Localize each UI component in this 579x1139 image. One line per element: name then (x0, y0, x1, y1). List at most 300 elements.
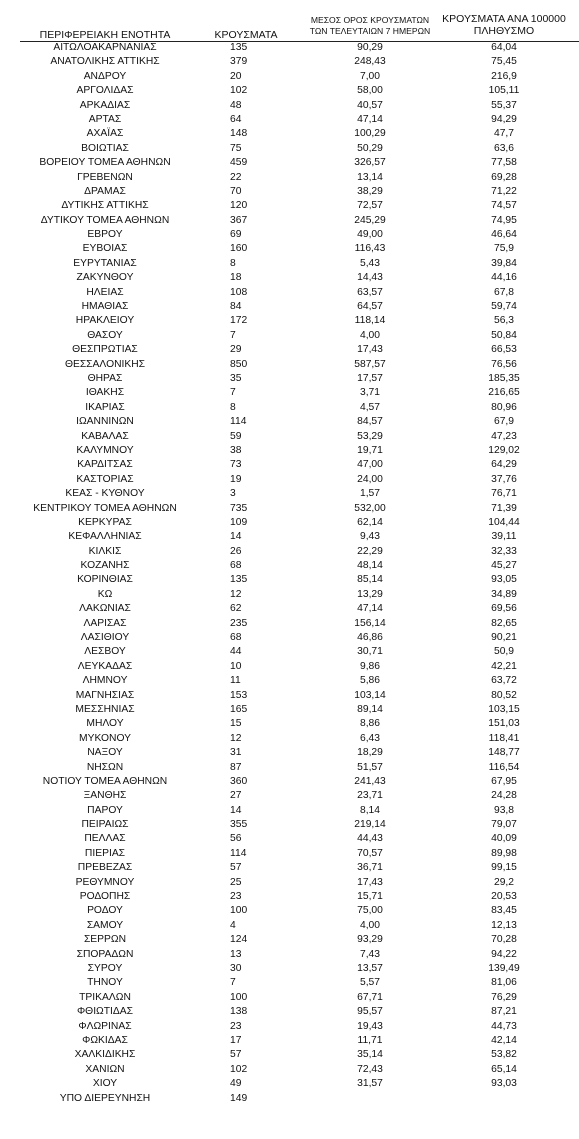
cases-cell: 57 (230, 1049, 242, 1061)
header-region (20, 29, 190, 41)
region-cell: ΜΑΓΝΗΣΙΑΣ (75, 689, 135, 701)
table-row (0, 84, 579, 98)
rate-cell: 24,28 (491, 790, 517, 802)
rate-cell: 37,76 (491, 473, 517, 485)
avg-cell: 63,57 (357, 286, 383, 298)
cases-cell: 102 (230, 85, 248, 97)
rate-cell: 185,35 (488, 372, 520, 384)
table-row (0, 876, 579, 890)
avg-cell: 13,29 (357, 588, 383, 600)
cases-cell: 12 (230, 588, 242, 600)
rate-cell: 87,21 (491, 1006, 517, 1018)
table-row (0, 185, 579, 199)
rate-cell: 94,29 (491, 113, 517, 125)
region-cell: ΠΕΛΛΑΣ (84, 833, 126, 845)
rate-cell: 59,74 (491, 301, 517, 313)
avg-cell: 44,43 (357, 833, 383, 845)
cases-cell: 10 (230, 660, 242, 672)
avg-cell: 118,14 (354, 315, 386, 327)
avg-cell: 31,57 (357, 1078, 383, 1090)
region-cell: ΝΗΣΩΝ (86, 761, 124, 773)
region-cell: ΚΕΝΤΡΙΚΟΥ ΤΟΜΕΑ ΑΘΗΝΩΝ (33, 502, 177, 514)
cases-cell: 100 (230, 991, 248, 1003)
region-cell: ΚΑΣΤΟΡΙΑΣ (76, 473, 134, 485)
table-row (0, 1034, 579, 1048)
rate-cell: 34,89 (491, 588, 517, 600)
avg-cell: 51,57 (357, 761, 383, 773)
rate-cell: 50,84 (491, 329, 517, 341)
rate-cell: 118,41 (488, 732, 520, 744)
cases-cell: 25 (230, 876, 242, 888)
table-row (0, 617, 579, 631)
region-cell: ΣΥΡΟΥ (87, 963, 123, 974)
avg-cell: 11,71 (357, 1034, 383, 1046)
table-row (0, 358, 579, 372)
rate-cell: 104,44 (488, 516, 520, 528)
table-row (0, 660, 579, 674)
cases-cell: 172 (230, 315, 248, 327)
rate-cell: 89,98 (491, 847, 517, 859)
table-row (0, 991, 579, 1005)
table-row (0, 1077, 579, 1091)
avg-cell: 1,57 (359, 488, 381, 500)
header-rate-per-100000 (438, 14, 570, 37)
avg-cell: 46,86 (357, 632, 383, 644)
rate-cell: 69,28 (491, 171, 517, 183)
region-cell: ΛΑΚΩΝΙΑΣ (79, 603, 131, 615)
table-row (0, 1063, 579, 1077)
region-cell: ΜΕΣΣΗΝΙΑΣ (75, 703, 135, 715)
region-cell: ΛΕΣΒΟΥ (84, 646, 126, 658)
region-cell: ΧΑΝΙΩΝ (85, 1063, 125, 1075)
table-row (0, 847, 579, 861)
table-row (0, 861, 579, 875)
avg-cell: 75,00 (357, 905, 383, 917)
cases-cell: 120 (230, 200, 248, 212)
cases-cell: 109 (230, 516, 248, 528)
rate-cell: 75,45 (491, 56, 517, 68)
table-row (0, 70, 579, 84)
rate-cell: 76,29 (491, 991, 517, 1003)
table-row (0, 1048, 579, 1062)
table-row (0, 732, 579, 746)
avg-cell: 7,00 (359, 70, 381, 82)
region-cell: ΙΩΑΝΝΙΝΩΝ (76, 416, 134, 428)
region-cell: ΠΑΡΟΥ (87, 804, 123, 816)
rate-cell: 71,22 (491, 185, 517, 197)
avg-cell: 89,14 (357, 703, 383, 715)
table-row (0, 142, 579, 156)
avg-cell: 3,71 (359, 387, 381, 399)
cases-cell: 49 (230, 1078, 242, 1090)
avg-cell: 17,43 (357, 876, 383, 888)
region-cell: ΑΡΤΑΣ (88, 113, 122, 125)
avg-cell: 40,57 (357, 99, 383, 111)
cases-cell: 7 (230, 387, 236, 399)
avg-cell: 67,71 (357, 991, 383, 1003)
cases-cell: 14 (230, 531, 242, 543)
rate-cell: 148,77 (488, 747, 520, 759)
region-cell: ΦΘΙΩΤΙΔΑΣ (76, 1006, 134, 1018)
table-row (0, 559, 579, 573)
table-row (0, 199, 579, 213)
table-row (0, 257, 579, 271)
region-cell: ΙΚΑΡΙΑΣ (85, 401, 125, 413)
avg-cell: 326,57 (354, 157, 386, 169)
region-cell: ΛΑΣΙΘΙΟΥ (80, 632, 130, 644)
rate-cell: 129,02 (488, 444, 520, 456)
rate-cell: 44,16 (491, 272, 517, 284)
region-cell: ΑΡΚΑΔΙΑΣ (79, 99, 131, 111)
cases-cell: 360 (230, 775, 248, 787)
rate-cell: 75,9 (493, 243, 515, 255)
table-row (0, 372, 579, 386)
cases-cell: 114 (230, 847, 247, 859)
cases-cell: 87 (230, 761, 242, 773)
cases-cell: 153 (230, 689, 248, 701)
rate-cell: 47,23 (491, 430, 517, 442)
avg-cell: 53,29 (357, 430, 383, 442)
avg-cell: 38,29 (357, 185, 383, 197)
avg-cell: 9,86 (359, 660, 381, 672)
avg-cell: 7,43 (359, 948, 381, 960)
region-cell: ΑΝΑΤΟΛΙΚΗΣ ΑΤΤΙΚΗΣ (50, 56, 160, 68)
region-cell: ΙΘΑΚΗΣ (85, 387, 125, 399)
table-row (0, 904, 579, 918)
rate-cell: 69,56 (491, 603, 517, 615)
avg-cell: 5,43 (359, 257, 381, 269)
avg-cell: 22,29 (357, 545, 383, 557)
avg-cell: 9,43 (359, 531, 381, 543)
table-row (0, 588, 579, 602)
avg-cell: 18,29 (357, 747, 383, 759)
avg-cell: 70,57 (357, 847, 383, 859)
rate-cell: 81,06 (491, 977, 517, 989)
cases-cell: 235 (230, 617, 248, 629)
region-cell: ΘΗΡΑΣ (87, 372, 123, 384)
region-cell: ΒΟΡΕΙΟΥ ΤΟΜΕΑ ΑΘΗΝΩΝ (39, 157, 171, 169)
table-row (0, 386, 579, 400)
cases-cell: 11 (230, 675, 241, 687)
cases-cell: 27 (230, 790, 242, 802)
cases-cell: 160 (230, 243, 248, 255)
table-row (0, 127, 579, 141)
header-rate-line1: ΚΡΟΥΣΜΑΤΑ ΑΝΑ 100000 (442, 13, 566, 25)
table-row (0, 156, 579, 170)
cases-cell: 68 (230, 632, 242, 644)
region-cell: ΓΡΕΒΕΝΩΝ (77, 171, 133, 183)
table-row (0, 1092, 579, 1106)
table-row (0, 674, 579, 688)
table-row (0, 171, 579, 185)
table-row (0, 703, 579, 717)
cases-cell: 148 (230, 128, 248, 140)
region-cell: ΑΝΔΡΟΥ (83, 70, 127, 82)
cases-cell: 138 (230, 1006, 248, 1018)
table-row (0, 214, 579, 228)
rate-cell: 74,57 (491, 200, 517, 212)
avg-cell: 93,29 (357, 934, 383, 946)
cases-cell: 26 (230, 545, 242, 557)
region-cell: ΚΕΑΣ - ΚΥΘΝΟΥ (65, 488, 145, 500)
rate-cell: 93,8 (493, 804, 515, 816)
region-cell: ΑΧΑΪΑΣ (86, 128, 124, 140)
region-cell: ΧΑΛΚΙΔΙΚΗΣ (74, 1049, 136, 1061)
avg-cell: 36,71 (357, 862, 383, 874)
region-cell: ΕΥΡΥΤΑΝΙΑΣ (73, 257, 137, 269)
cases-cell: 20 (230, 70, 242, 82)
avg-cell: 6,43 (359, 732, 381, 744)
rate-cell: 55,37 (491, 99, 517, 111)
table-row (0, 717, 579, 731)
header-cases (201, 29, 291, 41)
rate-cell: 99,15 (491, 862, 517, 874)
rate-cell: 66,53 (491, 344, 517, 356)
header-avg-line2: ΤΩΝ ΤΕΛΕΥΤΑΙΩΝ 7 ΗΜΕΡΩΝ (309, 26, 431, 36)
avg-cell: 17,57 (357, 372, 383, 384)
avg-cell: 47,14 (357, 113, 383, 125)
table-row (0, 113, 579, 127)
cases-cell: 18 (230, 272, 242, 284)
region-cell: ΚΙΛΚΙΣ (88, 545, 122, 557)
region-cell: ΧΙΟΥ (92, 1078, 118, 1090)
region-cell: ΞΑΝΘΗΣ (83, 790, 127, 802)
avg-cell: 4,57 (359, 401, 381, 413)
rate-cell: 42,14 (491, 1034, 517, 1046)
table-row (0, 818, 579, 832)
region-cell: ΔΥΤΙΚΗΣ ΑΤΤΙΚΗΣ (61, 200, 149, 212)
cases-cell: 100 (230, 905, 248, 917)
rate-cell: 39,11 (491, 531, 517, 543)
cases-cell: 12 (230, 732, 242, 744)
table-row (0, 271, 579, 285)
cases-cell: 4 (230, 919, 236, 931)
rate-cell: 42,21 (491, 660, 517, 672)
table-row (0, 689, 579, 703)
cases-cell: 367 (230, 214, 248, 226)
rate-cell: 151,03 (488, 718, 520, 730)
avg-cell: 103,14 (354, 689, 386, 701)
rate-cell: 76,56 (491, 358, 517, 370)
rate-cell: 44,73 (491, 1020, 517, 1032)
cases-cell: 108 (230, 286, 248, 298)
rate-cell: 83,45 (491, 905, 517, 917)
avg-cell: 241,43 (354, 775, 386, 787)
cases-cell: 7 (230, 329, 236, 341)
cases-cell: 165 (230, 703, 248, 715)
avg-cell: 13,14 (357, 171, 383, 183)
table-row (0, 314, 579, 328)
avg-cell: 84,57 (357, 416, 383, 428)
cases-cell: 17 (230, 1034, 242, 1046)
avg-cell: 58,00 (357, 85, 383, 97)
avg-cell: 4,00 (359, 329, 381, 341)
table-row (0, 1020, 579, 1034)
region-cell: ΜΗΛΟΥ (86, 718, 124, 730)
avg-cell: 48,14 (357, 560, 383, 572)
cases-cell: 64 (230, 113, 242, 125)
rate-cell: 105,11 (488, 85, 520, 97)
region-cell: ΥΠΟ ΔΙΕΡΕΥΝΗΣΗ (59, 1092, 151, 1104)
region-cell: ΕΒΡΟΥ (87, 229, 123, 241)
region-cell: ΝΟΤΙΟΥ ΤΟΜΕΑ ΑΘΗΝΩΝ (42, 775, 168, 787)
region-cell: ΒΟΙΩΤΙΑΣ (81, 142, 129, 154)
cases-cell: 84 (230, 301, 242, 313)
cases-cell: 59 (230, 430, 242, 442)
cases-cell: 135 (230, 574, 248, 586)
rate-cell: 45,27 (491, 560, 517, 572)
rate-cell: 216,9 (491, 70, 517, 82)
table-row (0, 473, 579, 487)
table-row (0, 645, 579, 659)
avg-cell: 5,57 (359, 977, 381, 989)
rate-cell: 76,71 (491, 488, 517, 500)
rate-cell: 40,09 (491, 833, 517, 845)
avg-cell: 49,00 (357, 229, 383, 241)
region-cell: ΛΑΡΙΣΑΣ (83, 617, 127, 629)
cases-cell: 29 (230, 344, 242, 356)
region-cell: ΚΕΡΚΥΡΑΣ (78, 516, 132, 528)
region-cell: ΑΡΓΟΛΙΔΑΣ (76, 85, 134, 97)
rate-cell: 29,2 (493, 876, 515, 888)
cases-cell: 15 (230, 718, 242, 730)
table-row (0, 242, 579, 256)
region-cell: ΗΜΑΘΙΑΣ (81, 301, 129, 313)
cases-cell: 62 (230, 603, 242, 615)
rate-cell: 63,6 (493, 142, 515, 154)
rate-cell: 94,22 (491, 948, 517, 960)
avg-cell: 219,14 (354, 819, 386, 831)
avg-cell: 19,43 (357, 1020, 383, 1032)
region-cell: ΦΛΩΡΙΝΑΣ (78, 1020, 132, 1032)
rate-cell: 67,9 (493, 416, 515, 428)
table-row (0, 228, 579, 242)
table-body (0, 41, 579, 1106)
rate-cell: 46,64 (491, 229, 517, 241)
cases-cell: 7 (230, 977, 236, 989)
cases-cell: 56 (230, 833, 242, 845)
rate-cell: 63,72 (491, 675, 517, 687)
cases-cell: 48 (230, 99, 242, 111)
rate-cell: 139,49 (488, 963, 520, 974)
region-cell: ΚΕΦΑΛΛΗΝΙΑΣ (68, 531, 142, 543)
rate-cell: 32,33 (491, 545, 517, 557)
avg-cell: 23,71 (357, 790, 383, 802)
table-row (0, 502, 579, 516)
region-cell: ΣΕΡΡΩΝ (83, 934, 127, 946)
cases-cell: 19 (230, 473, 242, 485)
avg-cell: 156,14 (354, 617, 386, 629)
rate-cell: 77,58 (491, 157, 517, 169)
avg-cell: 245,29 (354, 214, 386, 226)
cases-cell: 8 (230, 257, 236, 269)
cases-cell: 124 (230, 934, 248, 946)
region-cell: ΣΑΜΟΥ (86, 919, 124, 931)
table-row (0, 458, 579, 472)
table-row (0, 746, 579, 760)
rate-cell: 93,05 (491, 574, 517, 586)
rate-cell: 103,15 (488, 703, 520, 715)
header-seven-day-average (300, 15, 440, 37)
table-row (0, 55, 579, 69)
cases-cell: 23 (230, 891, 242, 903)
region-cell: ΑΙΤΩΛΟΑΚΑΡΝΑΝΙΑΣ (53, 42, 157, 53)
avg-cell: 100,29 (354, 128, 386, 140)
region-cell: ΔΡΑΜΑΣ (84, 185, 126, 197)
table-row (0, 300, 579, 314)
table-row (0, 530, 579, 544)
rate-cell: 64,04 (491, 42, 517, 53)
cases-cell: 355 (230, 819, 248, 831)
region-cell: ΘΑΣΟΥ (87, 329, 123, 341)
region-cell: ΚΑΡΔΙΤΣΑΣ (77, 459, 133, 471)
region-cell: ΛΕΥΚΑΔΑΣ (77, 660, 133, 672)
rate-cell: 79,07 (491, 819, 517, 831)
cases-cell: 75 (230, 142, 242, 154)
rate-cell: 93,03 (491, 1078, 517, 1090)
avg-cell: 62,14 (357, 516, 383, 528)
avg-cell: 47,00 (357, 459, 383, 471)
region-cell: ΠΙΕΡΙΑΣ (84, 847, 126, 859)
rate-cell: 20,53 (491, 891, 517, 903)
region-cell: ΡΟΔΟΠΗΣ (79, 891, 131, 903)
cases-cell: 8 (230, 401, 236, 413)
region-cell: ΤΡΙΚΑΛΩΝ (79, 991, 131, 1003)
rate-cell: 67,8 (493, 286, 515, 298)
region-cell: ΚΑΒΑΛΑΣ (81, 430, 129, 442)
table-row (0, 545, 579, 559)
rate-cell: 80,52 (491, 689, 517, 701)
avg-cell: 85,14 (357, 574, 383, 586)
region-cell: ΛΗΜΝΟΥ (82, 675, 128, 687)
cases-cell: 14 (230, 804, 242, 816)
cases-cell: 73 (230, 459, 242, 471)
table-row (0, 1005, 579, 1019)
cases-cell: 70 (230, 185, 242, 197)
rate-cell: 82,65 (491, 617, 517, 629)
cases-cell: 735 (230, 502, 248, 514)
header-cases-label: ΚΡΟΥΣΜΑΤΑ (214, 29, 278, 41)
table-row (0, 890, 579, 904)
rate-cell: 216,65 (488, 387, 520, 399)
table-row (0, 401, 579, 415)
rate-cell: 53,82 (491, 1049, 517, 1061)
avg-cell: 116,43 (354, 243, 386, 255)
avg-cell: 532,00 (354, 502, 386, 514)
table-row (0, 761, 579, 775)
table-row (0, 329, 579, 343)
rate-cell: 116,54 (488, 761, 520, 773)
table-row (0, 41, 579, 55)
region-cell: ΚΟΖΑΝΗΣ (80, 560, 130, 572)
region-cell: ΚΑΛΥΜΝΟΥ (76, 444, 134, 456)
region-cell: ΜΥΚΟΝΟΥ (79, 732, 131, 744)
table-row (0, 775, 579, 789)
cases-cell: 379 (230, 56, 248, 68)
table-row (0, 602, 579, 616)
table-row (0, 516, 579, 530)
avg-cell: 13,57 (357, 963, 383, 974)
table-row (0, 919, 579, 933)
table-row (0, 430, 579, 444)
table-row (0, 789, 579, 803)
cases-cell: 459 (230, 157, 248, 169)
avg-cell: 17,43 (357, 344, 383, 356)
table-row (0, 573, 579, 587)
region-cell: ΘΕΣΠΡΩΤΙΑΣ (72, 344, 138, 356)
avg-cell: 35,14 (357, 1049, 383, 1061)
cases-cell: 149 (230, 1092, 248, 1104)
